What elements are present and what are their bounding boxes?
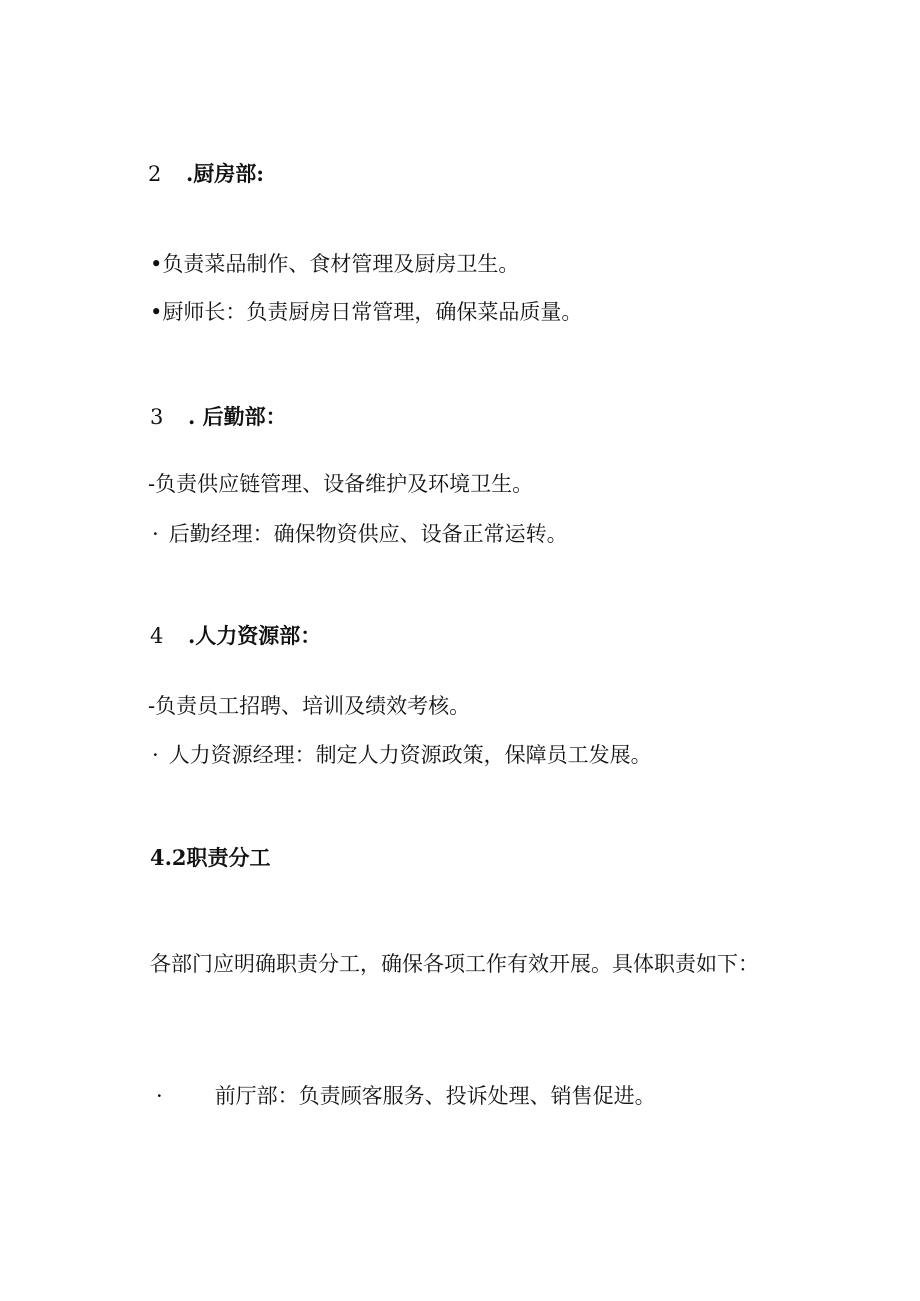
bullet-marker: • — [150, 300, 163, 324]
list-item-text: 厨师长：负责厨房日常管理，确保菜品质量。 — [162, 300, 583, 324]
list-item-text: 负责员工招聘、培训及绩效考核。 — [155, 694, 471, 718]
section-title: .人力资源部： — [188, 623, 322, 648]
bullet-marker: · — [156, 1084, 163, 1108]
list-item — [150, 298, 582, 326]
subsection-title: 4.2职责分工 — [150, 845, 271, 870]
bullet-marker: - — [148, 694, 156, 718]
bullet-marker: · — [152, 522, 159, 546]
list-item-text: 后勤经理：确保物资供应、设备正常运转。 — [168, 522, 568, 546]
list-item — [150, 250, 519, 278]
section-number: 2 — [148, 162, 162, 186]
list-item — [152, 520, 568, 548]
bullet-marker: • — [150, 252, 163, 276]
body-paragraph — [108, 938, 788, 991]
section-title: . 后勤部： — [188, 404, 287, 429]
subsection-heading — [150, 844, 271, 872]
list-item — [148, 470, 533, 498]
section-title: .厨房部: — [186, 161, 265, 186]
bullet-marker: · — [152, 743, 159, 767]
section-number: 4 — [150, 624, 164, 648]
section-heading-kitchen — [148, 160, 264, 188]
section-number: 3 — [150, 405, 164, 429]
list-item-text: 负责菜品制作、食材管理及厨房卫生。 — [162, 252, 520, 276]
list-item — [148, 692, 470, 720]
section-heading-logistics — [150, 403, 287, 431]
list-item-text: 负责供应链管理、设备维护及环境卫生。 — [155, 472, 534, 496]
bullet-marker: - — [148, 472, 156, 496]
list-item-text: 前厅部：负责顾客服务、投诉处理、销售促进。 — [214, 1084, 656, 1108]
section-heading-hr — [150, 622, 321, 650]
paragraph-text: 各部门应明确职责分工，确保各项工作有效开展。具体职责如下： — [150, 952, 759, 976]
list-item — [152, 741, 652, 769]
list-item — [156, 1082, 656, 1110]
list-item-text: 人力资源经理：制定人力资源政策，保障员工发展。 — [168, 743, 652, 767]
